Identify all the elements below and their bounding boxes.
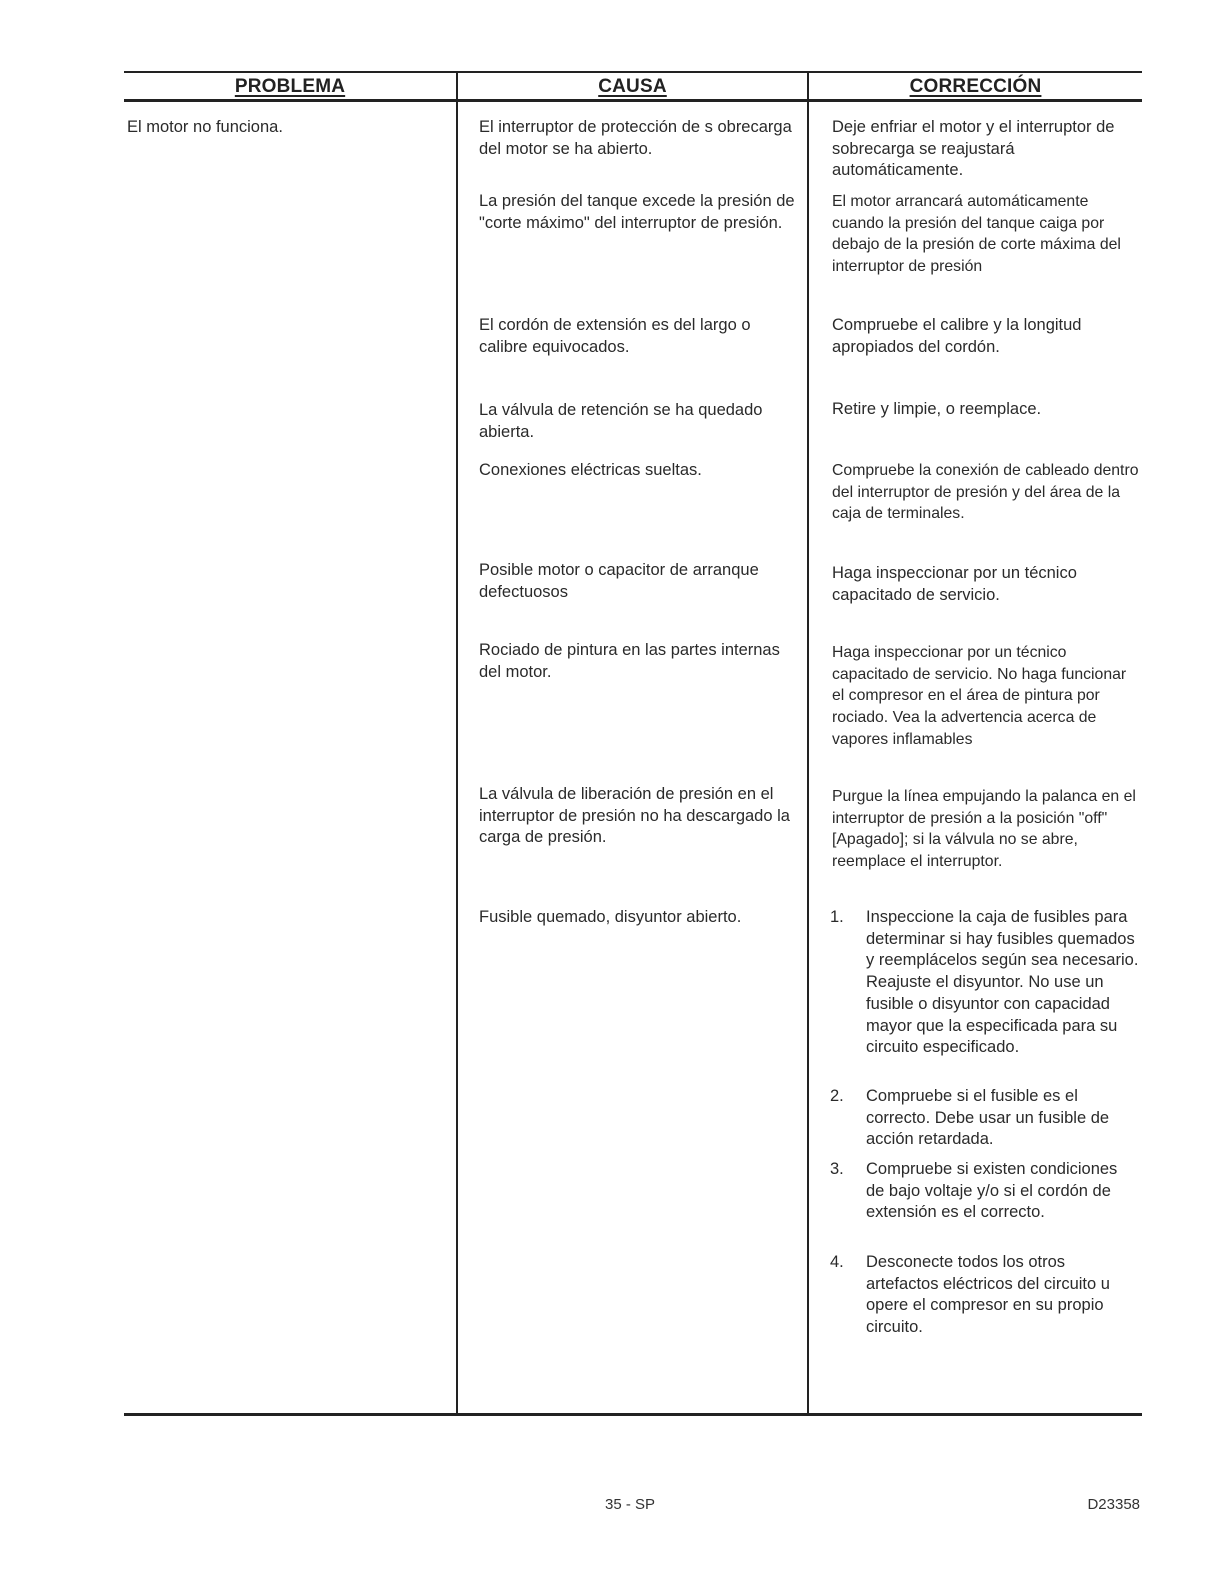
column-divider <box>807 72 809 1416</box>
cause-text: La válvula de retención se ha quedado abierta. <box>479 401 763 441</box>
correction-text: Retire y limpie, o reemplace. <box>832 400 1042 418</box>
cause-text: El interruptor de protección de s obrecarga del motor se ha abierto. <box>479 118 792 158</box>
cause-text: El cordón de extensión es del largo o calibre equivocados. <box>479 316 751 356</box>
table-bottom-rule <box>124 1413 1142 1416</box>
list-number: 2. <box>830 1087 844 1105</box>
list-number: 4. <box>830 1253 844 1271</box>
correction-text: Haga inspeccionar por un técnico capacitado de servicio. No haga funcionar el compresor en el área de pintura por rociado. Vea la advertencia acerca de vapores inflamables <box>832 644 1127 748</box>
cause-text: La presión del tanque excede la presión de "corte máximo" del interruptor de presión. <box>479 192 795 232</box>
table-top-rule <box>124 71 1142 73</box>
list-text: Inspeccione la caja de fusibles para determinar si hay fusibles quemados y reemplácelos según sea necesario. Reajuste el disyuntor. No use un fusible o disyuntor con capacidad mayor que la especificada para su circuito especificado. <box>866 908 1139 1057</box>
header-cause: CAUSA <box>598 76 667 97</box>
document-code: D23358 <box>1087 1496 1140 1513</box>
list-number: 3. <box>830 1160 844 1178</box>
correction-text: Compruebe la conexión de cableado dentro del interruptor de presión y del área de la caja de terminales. <box>832 462 1139 523</box>
correction-list-item <box>830 1252 1140 1339</box>
header-correction: CORRECCIÓN <box>909 76 1042 97</box>
header-problem: PROBLEMA <box>234 76 346 97</box>
correction-text: Compruebe el calibre y la longitud apropiados del cordón. <box>832 316 1082 356</box>
list-text: Desconecte todos los otros artefactos eléctricos del circuito u opere el compresor en su propio circuito. <box>866 1253 1110 1337</box>
list-text: Compruebe si existen condiciones de bajo voltaje y/o si el cordón de extensión es el correcto. <box>866 1160 1118 1222</box>
correction-text: Purgue la línea empujando la palanca en el interruptor de presión a la posición "off" [Apagado]; si la válvula no se abre, reemplace el interruptor. <box>832 788 1136 871</box>
cause-text: Fusible quemado, disyuntor abierto. <box>479 908 742 926</box>
correction-list-item <box>830 1159 1140 1224</box>
column-divider <box>456 72 458 1416</box>
cause-text: Posible motor o capacitor de arranque defectuosos <box>479 561 759 601</box>
problem-text: El motor no funciona. <box>127 118 283 136</box>
list-text: Compruebe si el fusible es el correcto. Debe usar un fusible de acción retardada. <box>866 1087 1110 1149</box>
page-number: 35 - SP <box>604 1496 656 1513</box>
correction-text: Haga inspeccionar por un técnico capacitado de servicio. <box>832 564 1077 604</box>
correction-text: El motor arrancará automáticamente cuando la presión del tanque caiga por debajo de la presión de corte máxima del interruptor de presión <box>832 193 1121 276</box>
correction-list-item <box>830 907 1140 1059</box>
cause-text: La válvula de liberación de presión en el interruptor de presión no ha descargado la carga de presión. <box>479 785 790 847</box>
correction-list-item <box>830 1086 1140 1151</box>
cause-text: Rociado de pintura en las partes internas del motor. <box>479 641 780 681</box>
cause-text: Conexiones eléctricas sueltas. <box>479 461 702 479</box>
list-number: 1. <box>830 908 844 926</box>
correction-text: Deje enfriar el motor y el interruptor de sobrecarga se reajustará automáticamente. <box>832 118 1115 180</box>
